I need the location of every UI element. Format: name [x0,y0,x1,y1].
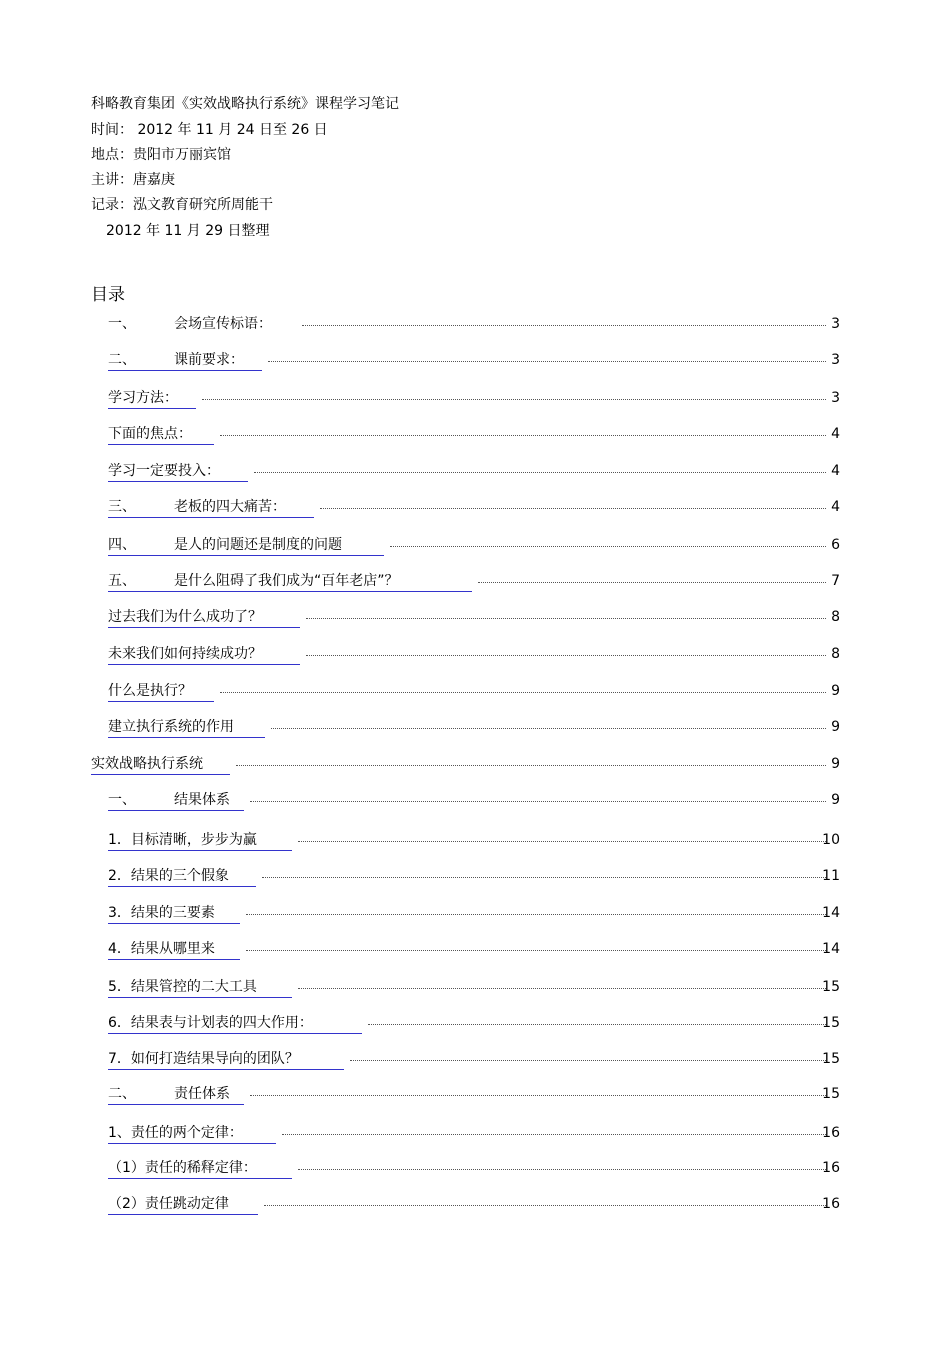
toc-entry-label: 6．结果表与计划表的四大作用： [108,1015,313,1031]
doc-title: 科略教育集团《实效战略执行系统》课程学习笔记 [91,96,399,112]
toc-page-number: 10 [822,832,840,848]
toc-entry[interactable] [0,717,950,739]
toc-entry[interactable] [0,681,950,703]
toc-leader-dots [268,361,826,362]
toc-leader-dots [271,728,826,729]
toc-entry-label: 5．结果管控的二大工具 [108,979,257,995]
toc-entry-label: 学习方法： [108,390,178,406]
toc-leader-dots [220,435,826,436]
toc-entry-label: 老板的四大痛苦： [174,499,286,515]
toc-leader-dots [220,692,826,693]
toc-page-number: 14 [822,941,840,957]
toc-entry[interactable] [0,424,950,446]
toc-leader-dots [298,1169,826,1170]
toc-entry[interactable] [0,497,950,519]
toc-leader-dots [350,1060,826,1061]
toc-entry-label: 4．结果从哪里来 [108,941,215,957]
toc-leader-dots [390,546,826,547]
toc-entry[interactable] [0,1158,950,1180]
toc-page-number: 9 [831,683,840,699]
toc-leader-dots [298,988,826,989]
toc-entry-link[interactable] [108,939,240,960]
toc-entry-link[interactable] [108,314,296,334]
toc-entry-label: 2．结果的三个假象 [108,868,229,884]
toc-page-number: 16 [822,1196,840,1212]
toc-entry-link[interactable] [108,790,244,811]
toc-leader-dots [250,801,826,802]
toc-entry[interactable] [0,903,950,925]
toc-leader-dots [262,877,826,878]
toc-entry-label: 课前要求： [174,352,244,368]
toc-entry[interactable] [0,571,950,593]
toc-page-number: 9 [831,719,840,735]
toc-page-number: 4 [831,499,840,515]
toc-entry-label: 结果体系 [174,792,230,808]
toc-page-number: 9 [831,756,840,772]
toc-entry-label: （1）责任的稀释定律： [108,1160,257,1176]
toc-entry[interactable] [0,607,950,629]
toc-entry-number: 二、 [108,352,136,368]
toc-page-number: 15 [822,979,840,995]
toc-leader-dots [320,508,826,509]
toc-entry-label: 学习一定要投入： [108,463,220,479]
toc-entry[interactable] [0,790,950,812]
toc-entry[interactable] [0,1013,950,1035]
toc-leader-dots [306,655,826,656]
toc-entry[interactable] [0,1123,950,1145]
toc-entry-link[interactable] [108,717,265,738]
toc-leader-dots [298,841,826,842]
toc-entry-link[interactable] [108,571,472,592]
toc-entry-number: 二、 [108,1086,136,1102]
doc-place: 地点：贵阳市万丽宾馆 [91,147,231,163]
toc-entry-label: 实效战略执行系统 [91,756,203,772]
toc-leader-dots [306,618,826,619]
toc-page-number: 8 [831,609,840,625]
toc-page-number: 14 [822,905,840,921]
toc-entry-link[interactable] [108,644,300,665]
toc-entry-number: 四、 [108,537,136,553]
toc-entry-label: （2）责任跳动定律 [108,1196,229,1212]
toc-entry-label: 过去我们为什么成功了？ [108,609,262,625]
doc-time: 时间： 2012 年 11 月 24 日至 26 日 [91,122,328,138]
toc-entry-label: 责任体系 [174,1086,230,1102]
toc-entry[interactable] [0,461,950,483]
toc-page-number: 16 [822,1160,840,1176]
toc-leader-dots [302,325,826,326]
toc-entry-label: 是人的问题还是制度的问题 [174,537,342,553]
toc-entry-label: 建立执行系统的作用 [108,719,234,735]
toc-page-number: 15 [822,1015,840,1031]
toc-entry-link[interactable] [108,1049,344,1070]
toc-leader-dots [236,765,826,766]
toc-entry-link[interactable] [108,497,314,518]
doc-lecturer: 主讲：唐嘉庚 [91,172,175,188]
toc-page-number: 3 [831,352,840,368]
toc-entry[interactable] [0,535,950,557]
toc-entry-number: 一、 [108,316,136,332]
toc-leader-dots [282,1134,826,1135]
toc-entry[interactable] [0,1194,950,1216]
toc-entry-label: 3．结果的三要素 [108,905,215,921]
doc-organized-date: 2012 年 11 月 29 日整理 [106,223,270,239]
toc-entry-label: 7．如何打造结果导向的团队？ [108,1051,299,1067]
doc-recorder: 记录：泓文教育研究所周能干 [91,197,273,213]
toc-entry-number: 一、 [108,792,136,808]
toc-page-number: 3 [831,316,840,332]
toc-entry-link[interactable] [108,1158,292,1179]
toc-entry-link[interactable] [108,461,248,482]
toc-page-number: 11 [822,868,840,884]
toc-entry-link[interactable] [108,903,240,924]
toc-entry-label: 下面的焦点： [108,426,192,442]
toc-entry-link[interactable] [108,1194,258,1215]
toc-entry-number: 三、 [108,499,136,515]
toc-page-number: 4 [831,463,840,479]
toc-entry[interactable] [0,939,950,961]
toc-entry-link[interactable] [108,1013,362,1034]
toc-page-number: 15 [822,1086,840,1102]
toc-page-number: 4 [831,426,840,442]
toc-entry-label: 什么是执行？ [108,683,192,699]
toc-entry-label: 是什么阻碍了我们成为“百年老店”？ [174,573,399,589]
toc-entry[interactable] [0,1084,950,1106]
toc-leader-dots [478,582,826,583]
toc-leader-dots [250,1095,826,1096]
toc-entry[interactable] [0,977,950,999]
toc-entry-label: 未来我们如何持续成功？ [108,646,262,662]
toc-entry[interactable] [0,388,950,410]
toc-leader-dots [246,950,826,951]
toc-page-number: 6 [831,537,840,553]
toc-entry-link[interactable] [108,607,300,628]
toc-entry-link[interactable] [108,350,262,371]
toc-entry-link[interactable] [108,1084,244,1105]
toc-entry-link[interactable] [108,830,292,851]
toc-entry-link[interactable] [91,754,230,775]
toc-entry-label: 1．目标清晰，步步为赢 [108,832,257,848]
toc-entry-link[interactable] [108,681,214,702]
toc-entry-link[interactable] [108,1123,276,1144]
toc-entry-number: 五、 [108,573,136,589]
toc-leader-dots [254,472,826,473]
toc-leader-dots [368,1024,826,1025]
toc-entry[interactable] [0,1049,950,1071]
toc-leader-dots [202,399,826,400]
toc-entry-link[interactable] [108,535,384,556]
toc-entry[interactable] [0,866,950,888]
toc-page-number: 15 [822,1051,840,1067]
toc-entry[interactable] [0,350,950,372]
toc-leader-dots [264,1205,826,1206]
toc-entry-label: 会场宣传标语： [174,316,272,332]
toc-entry[interactable] [0,644,950,666]
toc-entry-label: 1、责任的两个定律： [108,1125,243,1141]
toc-page-number: 8 [831,646,840,662]
toc-entry[interactable] [0,314,950,336]
toc-entry-link[interactable] [108,424,214,445]
toc-entry-link[interactable] [108,977,292,998]
toc-page-number: 7 [831,573,840,589]
toc-entry[interactable] [0,754,950,776]
toc-leader-dots [246,914,826,915]
toc-entry-link[interactable] [108,866,256,887]
toc-page-number: 16 [822,1125,840,1141]
toc-entry-link[interactable] [108,388,196,409]
toc-page-number: 9 [831,792,840,808]
toc-title: 目录 [91,285,125,305]
toc-page-number: 3 [831,390,840,406]
toc-entry[interactable] [0,830,950,852]
